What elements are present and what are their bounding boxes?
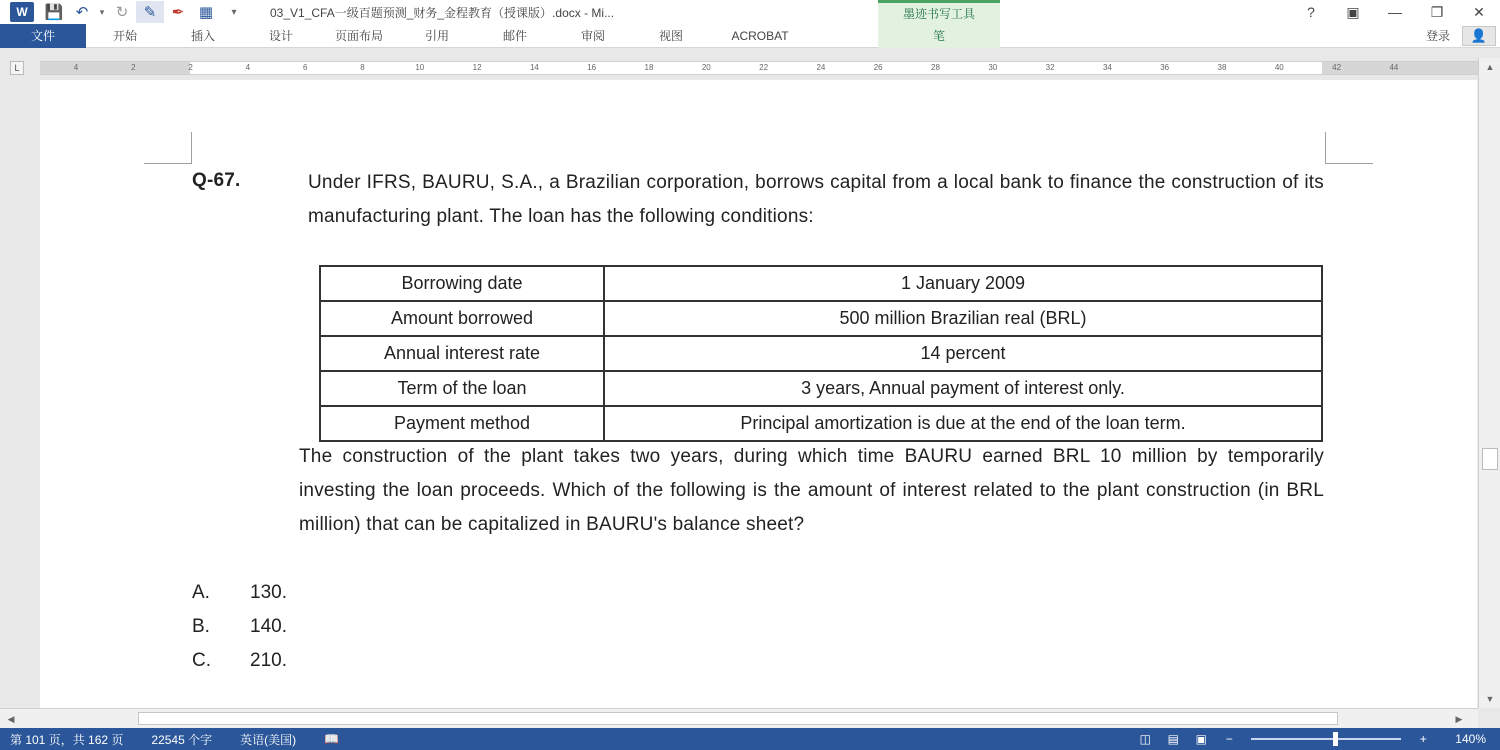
window-controls	[1290, 0, 1500, 24]
ruler-number: 34	[1102, 63, 1112, 72]
ruler-number: 18	[644, 63, 654, 72]
proofing-icon[interactable]: 📖	[324, 732, 340, 746]
table-icon[interactable]: ▦	[198, 4, 214, 21]
customize-qat-icon[interactable]: ▾	[231, 6, 237, 18]
option-text: 130.	[250, 582, 287, 603]
ruler-number: 28	[931, 63, 940, 72]
ruler-number: 10	[415, 63, 425, 72]
ruler-number: 40	[1274, 63, 1284, 72]
tab-view[interactable]: 视图	[658, 29, 683, 43]
web-layout-icon[interactable]: ▣	[1195, 732, 1207, 746]
tab-insert[interactable]: 插入	[190, 29, 215, 43]
table-cell-key: Amount borrowed	[320, 301, 604, 336]
table-cell-value: 500 million Brazilian real (BRL)	[604, 301, 1322, 336]
pen-icon[interactable]: ✎	[136, 1, 164, 23]
option-letter: A.	[192, 582, 210, 603]
tab-pen[interactable]: 笔	[878, 24, 1000, 48]
minimize-icon[interactable]: —	[1388, 4, 1402, 20]
option-text: 140.	[250, 616, 287, 637]
help-icon[interactable]: ?	[1307, 4, 1315, 20]
view-zoom-controls	[1131, 728, 1500, 750]
vertical-scrollbar[interactable]	[1478, 58, 1500, 708]
ruler-number: 36	[1160, 63, 1170, 72]
ruler-number: 22	[759, 63, 769, 72]
document-title: 03_V1_CFA一级百题预测_财务_金程教育（授课版）.docx - Mi...	[270, 5, 615, 20]
option-letter: B.	[192, 616, 210, 637]
avatar[interactable]: 👤	[1462, 26, 1496, 46]
question-intro: Under IFRS, BAURU, S.A., a Brazilian corporation, borrows capital from a local bank to finance the construction of its manufacturing plant. The loan has the following conditions:	[308, 172, 1324, 227]
answer-option	[192, 616, 287, 638]
ruler-number: 16	[587, 63, 597, 72]
redo-icon[interactable]: ↻	[115, 4, 129, 21]
ruler-number: 42	[1332, 63, 1342, 72]
question-body: The construction of the plant takes two years, during which time BAURU earned BRL 10 million by temporarily investing the loan proceeds. Which of the following is the amount of interest related to the plant construction (in BRL million) that can be capitalized in BAURU's balance sheet?	[299, 446, 1324, 535]
tab-home[interactable]: 开始	[112, 29, 137, 43]
word-app-icon[interactable]: W	[10, 2, 34, 22]
tab-file[interactable]: 文件	[0, 24, 86, 48]
tab-acrobat[interactable]: ACROBAT	[731, 28, 789, 43]
option-letter: C.	[192, 650, 211, 671]
ruler-number: 26	[873, 63, 883, 72]
table-row	[320, 406, 1322, 441]
horizontal-scroll-thumb[interactable]	[138, 712, 1338, 725]
table-row	[320, 336, 1322, 371]
read-mode-icon[interactable]: ◫	[1139, 732, 1151, 746]
zoom-slider[interactable]	[1251, 738, 1401, 740]
ruler-number: 4	[73, 63, 79, 72]
ruler-number: 24	[816, 63, 826, 72]
page-count[interactable]: 第 101 页，共 162 页	[10, 732, 124, 747]
close-icon[interactable]: ✕	[1473, 3, 1485, 20]
table-cell-value: 14 percent	[604, 336, 1322, 371]
table-cell-key: Payment method	[320, 406, 604, 441]
status-bar	[0, 728, 1500, 750]
ruler-number: 12	[472, 63, 482, 72]
option-text: 210.	[250, 650, 287, 671]
horizontal-scrollbar[interactable]	[0, 708, 1478, 728]
ruler-number: 30	[988, 63, 998, 72]
undo-icon[interactable]: ↶	[75, 4, 89, 21]
tab-selector[interactable]: L	[10, 61, 24, 75]
quick-access-toolbar	[0, 0, 248, 24]
table-row	[320, 371, 1322, 406]
scroll-left-icon[interactable]: ◀	[7, 713, 15, 724]
zoom-level[interactable]: 140%	[1455, 732, 1486, 746]
tab-design[interactable]: 设计	[268, 29, 293, 43]
tab-page-layout[interactable]: 页面布局	[334, 29, 383, 43]
tab-review[interactable]: 审阅	[580, 29, 605, 43]
undo-dropdown-icon[interactable]: ▾	[99, 6, 105, 17]
ruler-number: 6	[302, 63, 308, 72]
table-row	[320, 301, 1322, 336]
scroll-right-icon[interactable]: ▶	[1455, 713, 1463, 724]
title-bar	[0, 0, 1500, 24]
table-cell-key: Annual interest rate	[320, 336, 604, 371]
loan-conditions-table	[319, 265, 1323, 442]
margin-corner-mark-right	[1325, 132, 1373, 164]
tab-references[interactable]: 引用	[424, 29, 449, 43]
zoom-slider-knob[interactable]	[1333, 732, 1338, 746]
table-cell-value: 3 years, Annual payment of interest only.	[604, 371, 1322, 406]
table-cell-key: Borrowing date	[320, 266, 604, 301]
document-page[interactable]	[40, 80, 1477, 708]
question-number: Q-67.	[192, 170, 241, 191]
ruler-right-margin	[1322, 62, 1478, 74]
scroll-up-icon[interactable]: ▲	[1485, 62, 1495, 72]
language-indicator[interactable]: 英语(美国)	[240, 732, 297, 747]
document-workspace	[0, 80, 1478, 708]
horizontal-ruler[interactable]	[0, 58, 1500, 78]
ruler-number: 38	[1217, 63, 1227, 72]
ruler-left-margin	[40, 62, 193, 74]
print-layout-icon[interactable]: ▤	[1167, 732, 1179, 746]
ruler-number: 20	[701, 63, 711, 72]
ruler-number: 2	[188, 63, 193, 72]
ruler-number: 32	[1045, 63, 1055, 72]
ribbon-display-icon[interactable]: ▣	[1346, 3, 1360, 20]
ruler-number: 2	[131, 63, 136, 72]
ink-tools-context-tab: 墨迹书写工具	[878, 0, 1000, 24]
ruler-strip	[40, 61, 1478, 75]
table-row	[320, 266, 1322, 301]
vertical-scroll-thumb[interactable]	[1482, 448, 1498, 470]
ribbon-tabs	[0, 24, 1500, 48]
ruler-number: 14	[529, 63, 539, 72]
restore-icon[interactable]: ❐	[1430, 3, 1444, 20]
word-count[interactable]: 22545 个字	[151, 732, 213, 747]
table-cell-value: Principal amortization is due at the end of the loan term.	[604, 406, 1322, 441]
answer-option	[192, 582, 287, 604]
save-icon[interactable]: 💾	[44, 4, 64, 21]
table-cell-value: 1 January 2009	[604, 266, 1322, 301]
answer-option	[192, 650, 287, 672]
scroll-down-icon[interactable]: ▼	[1485, 694, 1495, 704]
tab-mailings[interactable]: 邮件	[502, 29, 527, 43]
margin-corner-mark-left	[144, 132, 192, 164]
zoom-out-icon[interactable]: −	[1225, 732, 1233, 746]
ruler-number: 4	[245, 63, 251, 72]
zoom-in-icon[interactable]: +	[1419, 732, 1427, 746]
table-cell-key: Term of the loan	[320, 371, 604, 406]
ruler-number: 44	[1389, 63, 1399, 72]
highlighter-icon[interactable]: ✒	[171, 4, 185, 21]
login-link[interactable]: 登录	[1425, 29, 1450, 43]
ruler-number: 8	[360, 63, 365, 72]
